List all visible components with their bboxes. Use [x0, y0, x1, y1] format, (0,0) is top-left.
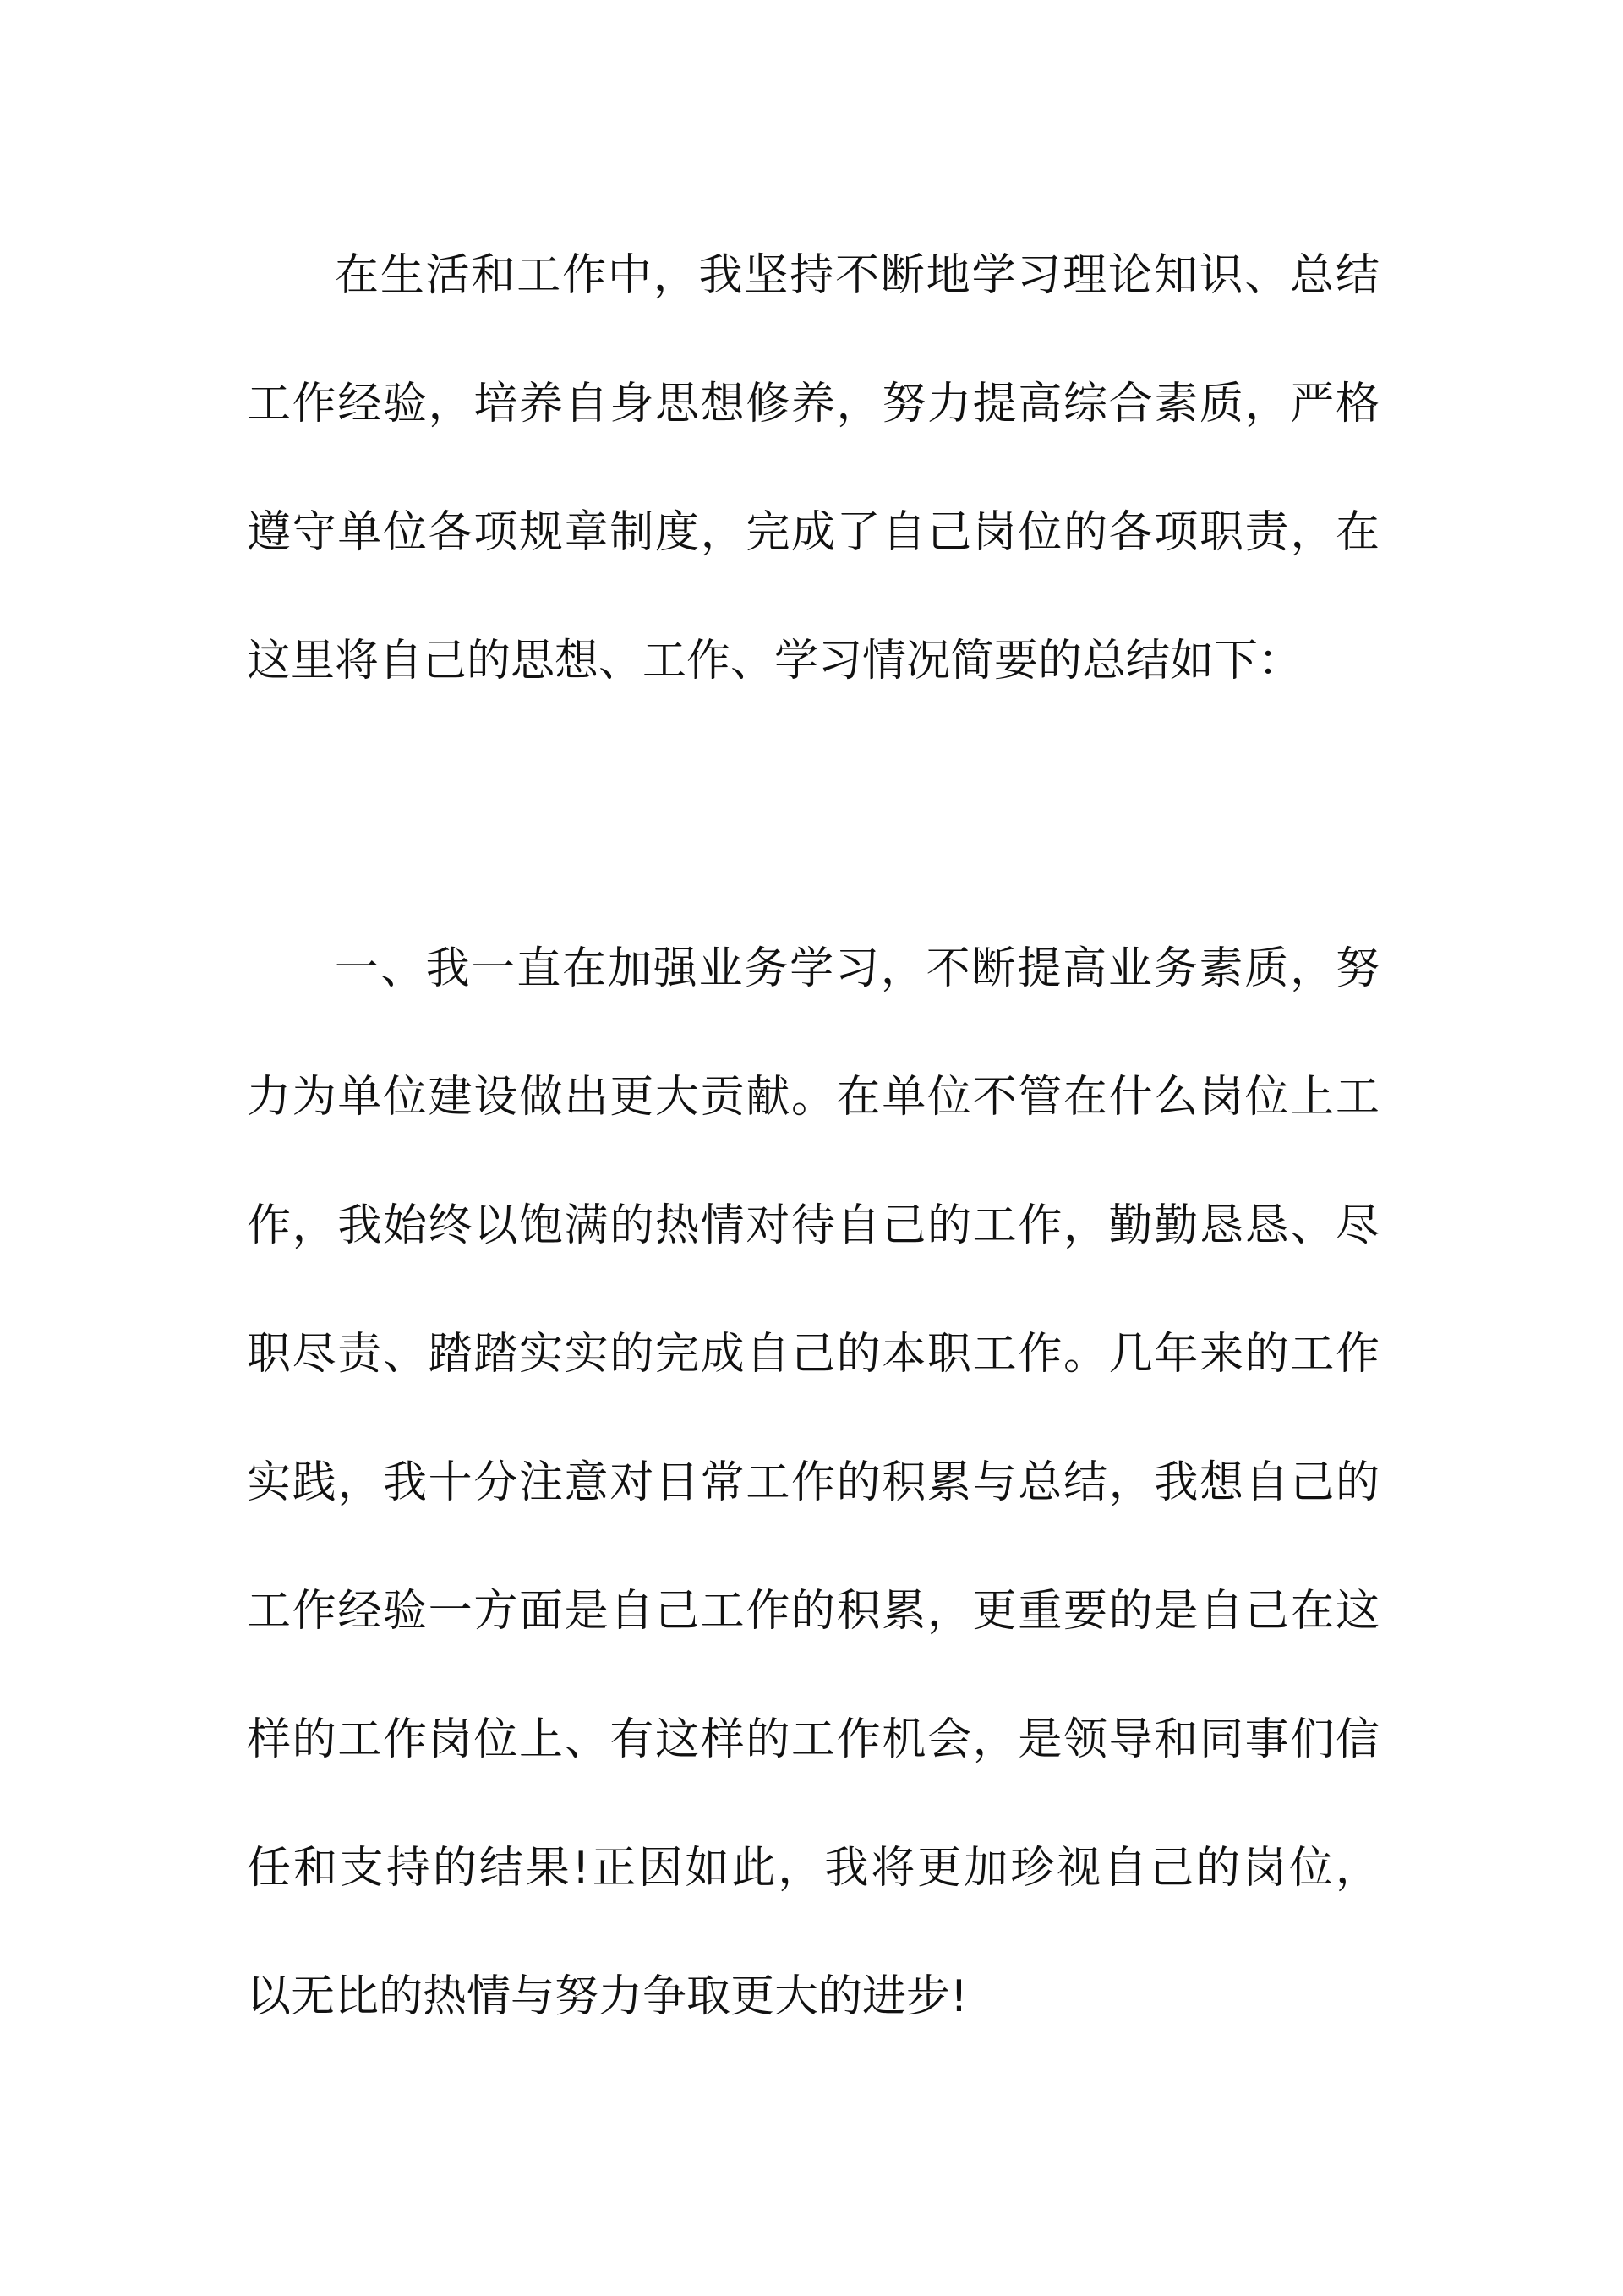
paragraph-line: 在生活和工作中，我坚持不断地学习理论知识、总结 [335, 250, 1380, 301]
paragraph-line: 力为单位建设做出更大贡献。在单位不管在什么岗位上工 [247, 1072, 1380, 1123]
paragraph-line: 作，我始终以饱满的热情对待自己的工作，勤勤恳恳、尽 [247, 1200, 1380, 1251]
paragraph-line: 遵守单位各项规章制度，完成了自己岗位的各项职责，在 [247, 507, 1380, 558]
paragraph-line: 一、我一直在加强业务学习，不断提高业务素质，努 [335, 943, 1380, 994]
document-body [247, 211, 1380, 2061]
paragraph-line: 任和支持的结果!正因如此，我将更加珍视自己的岗位， [247, 1843, 1380, 1894]
paragraph-line: 工作经验一方面是自己工作的积累，更重要的是自己在这 [247, 1586, 1380, 1637]
paragraph-2 [247, 905, 1380, 2061]
paragraph-line: 这里将自己的思想、工作、学习情况简要的总结如下： [247, 636, 1303, 686]
paragraph-1 [247, 211, 1380, 725]
paragraph-line: 以无比的热情与努力争取更大的进步! [247, 1971, 968, 2022]
paragraph-line: 实践，我十分注意对日常工作的积累与总结，我想自己的 [247, 1457, 1380, 1508]
paragraph-line: 样的工作岗位上、有这样的工作机会，是领导和同事们信 [247, 1714, 1380, 1765]
paragraph-line: 工作经验，培养自身思想修养，努力提高综合素质，严格 [247, 379, 1380, 429]
paragraph-line: 职尽责、踏踏实实的完成自己的本职工作。几年来的工作 [247, 1329, 1380, 1380]
